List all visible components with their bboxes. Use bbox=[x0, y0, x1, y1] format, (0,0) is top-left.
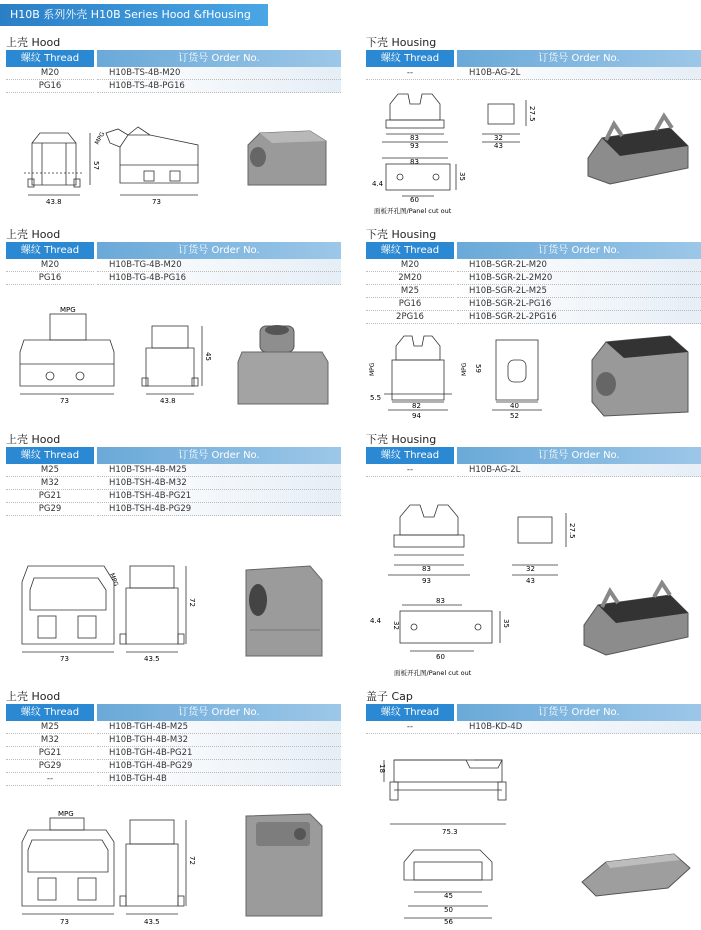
hood4-photo bbox=[246, 814, 322, 916]
thread-cell: M32 bbox=[6, 477, 94, 490]
hood1-dim-length: 73 bbox=[152, 198, 161, 206]
housing2-dim-5-5: 5.5 bbox=[370, 394, 382, 402]
hood4-dim-43-5: 43.5 bbox=[144, 918, 160, 926]
hood4-dim-72: 72 bbox=[188, 856, 196, 865]
cap-drawing bbox=[370, 750, 700, 928]
order-header: 订货号 Order No. bbox=[457, 242, 701, 259]
table-row bbox=[6, 773, 341, 786]
table-row bbox=[6, 490, 341, 503]
table-row bbox=[6, 721, 341, 734]
housing3-dim-27-5: 27.5 bbox=[568, 523, 576, 539]
housing1-cut-dim-83: 83 bbox=[410, 158, 419, 166]
order-header: 订货号 Order No. bbox=[97, 447, 341, 464]
housing1-cut-dim-35: 35 bbox=[458, 172, 466, 181]
table-header bbox=[6, 447, 341, 464]
housing3-dim-93: 93 bbox=[422, 577, 431, 585]
table-header bbox=[6, 242, 341, 259]
section-title: 下壳 Housing bbox=[366, 433, 437, 446]
thread-cell: PG16 bbox=[366, 298, 454, 311]
order-cell: H10B-TGH-4B-M25 bbox=[97, 721, 341, 734]
table-row bbox=[6, 80, 341, 93]
order-cell: H10B-TGH-4B bbox=[97, 773, 341, 786]
thread-cell: PG21 bbox=[6, 490, 94, 503]
housing2-mpg-right: MPG bbox=[461, 362, 468, 376]
thread-cell: -- bbox=[6, 773, 94, 786]
thread-header: 螺纹 Thread bbox=[6, 242, 94, 259]
table-row bbox=[366, 67, 701, 80]
hood4-section bbox=[6, 690, 341, 786]
table-row bbox=[6, 760, 341, 773]
cap-dim-50: 50 bbox=[444, 906, 453, 914]
thread-cell: PG16 bbox=[6, 272, 94, 285]
housing2-dim-82: 82 bbox=[412, 402, 421, 410]
order-header: 订货号 Order No. bbox=[457, 704, 701, 721]
housing2-drawing bbox=[370, 330, 700, 420]
thread-cell: M25 bbox=[6, 464, 94, 477]
table-header bbox=[366, 242, 701, 259]
table-header bbox=[366, 447, 701, 464]
cap-dim-45: 45 bbox=[444, 892, 453, 900]
hood2-mpg-label: MPG bbox=[60, 306, 76, 314]
housing3-cut-dim-4-4: 4.4 bbox=[370, 617, 382, 625]
table-row bbox=[6, 503, 341, 516]
housing1-dim-93: 93 bbox=[410, 142, 419, 150]
hood3-photo bbox=[246, 566, 322, 656]
housing3-cut-dim-32: 32 bbox=[392, 621, 400, 630]
housing2-section bbox=[366, 228, 701, 324]
hood1-mpg-label: MPG bbox=[93, 130, 107, 146]
hood2-section bbox=[6, 228, 341, 285]
table-row bbox=[6, 464, 341, 477]
housing1-dim-27-5: 27.5 bbox=[528, 106, 536, 122]
thread-cell: PG29 bbox=[6, 503, 94, 516]
order-header: 订货号 Order No. bbox=[97, 242, 341, 259]
cap-dim-56: 56 bbox=[444, 918, 453, 926]
housing2-photo bbox=[592, 336, 688, 416]
cap-section bbox=[366, 690, 701, 734]
order-cell: H10B-SGR-2L-M25 bbox=[457, 285, 701, 298]
housing1-dim-83: 83 bbox=[410, 134, 419, 142]
order-header: 订货号 Order No. bbox=[97, 50, 341, 67]
housing2-dim-52: 52 bbox=[510, 412, 519, 420]
housing3-cut-caption: 面板开孔图/Panel cut out bbox=[394, 669, 472, 677]
table-row bbox=[366, 721, 701, 734]
hood3-drawing bbox=[10, 560, 350, 670]
housing2-dim-40: 40 bbox=[510, 402, 519, 410]
section-title: 下壳 Housing bbox=[366, 36, 437, 49]
thread-header: 螺纹 Thread bbox=[366, 242, 454, 259]
order-cell: H10B-SGR-2L-2M20 bbox=[457, 272, 701, 285]
section-title: 上壳 Hood bbox=[6, 36, 61, 49]
housing3-drawing bbox=[370, 495, 700, 680]
table-row bbox=[366, 298, 701, 311]
housing3-dim-32: 32 bbox=[526, 565, 535, 573]
order-header: 订货号 Order No. bbox=[457, 447, 701, 464]
order-cell: H10B-TGH-4B-PG21 bbox=[97, 747, 341, 760]
thread-header: 螺纹 Thread bbox=[366, 447, 454, 464]
table-row bbox=[6, 747, 341, 760]
table-row bbox=[6, 272, 341, 285]
order-cell: H10B-TGH-4B-M32 bbox=[97, 734, 341, 747]
thread-cell: -- bbox=[366, 67, 454, 80]
thread-cell: 2M20 bbox=[366, 272, 454, 285]
hood4-mpg-label: MPG bbox=[58, 810, 74, 818]
order-header: 订货号 Order No. bbox=[457, 50, 701, 67]
table-header bbox=[6, 704, 341, 721]
housing2-mpg-left: MPG bbox=[369, 362, 376, 376]
cap-dim-18: 18 bbox=[378, 764, 386, 773]
order-header: 订货号 Order No. bbox=[97, 704, 341, 721]
order-cell: H10B-TSH-4B-M32 bbox=[97, 477, 341, 490]
table-header bbox=[366, 50, 701, 67]
table-row bbox=[366, 259, 701, 272]
cap-photo bbox=[582, 854, 690, 896]
hood4-drawing bbox=[10, 812, 350, 927]
hood1-dim-width: 43.8 bbox=[46, 198, 62, 206]
housing1-photo bbox=[588, 116, 688, 184]
table-header bbox=[366, 704, 701, 721]
hood1-section bbox=[6, 36, 341, 93]
order-cell: H10B-TG-4B-M20 bbox=[97, 259, 341, 272]
table-row bbox=[366, 285, 701, 298]
hood4-dim-73: 73 bbox=[60, 918, 69, 926]
table-row bbox=[366, 272, 701, 285]
order-cell: H10B-TGH-4B-PG29 bbox=[97, 760, 341, 773]
thread-cell: -- bbox=[366, 464, 454, 477]
hood3-dim-73: 73 bbox=[60, 655, 69, 663]
page-header: H10B 系列外壳 H10B Series Hood &fHousing bbox=[0, 4, 268, 26]
thread-cell: M25 bbox=[6, 721, 94, 734]
thread-cell: PG16 bbox=[6, 80, 94, 93]
order-cell: H10B-AG-2L bbox=[457, 67, 701, 80]
housing1-section bbox=[366, 36, 701, 80]
housing1-cut-dim-4-4: 4.4 bbox=[372, 180, 384, 188]
hood2-dim-73: 73 bbox=[60, 397, 69, 405]
hood1-dim-height: 57 bbox=[92, 161, 100, 170]
order-cell: H10B-TS-4B-M20 bbox=[97, 67, 341, 80]
table-row bbox=[366, 311, 701, 324]
housing3-dim-43: 43 bbox=[526, 577, 535, 585]
order-cell: H10B-SGR-2L-2PG16 bbox=[457, 311, 701, 324]
housing3-cut-dim-83: 83 bbox=[436, 597, 445, 605]
table-row bbox=[6, 477, 341, 490]
housing3-section bbox=[366, 433, 701, 477]
housing1-cut-dim-60: 60 bbox=[410, 196, 419, 204]
order-cell: H10B-SGR-2L-M20 bbox=[457, 259, 701, 272]
hood3-dim-72: 72 bbox=[188, 598, 196, 607]
order-cell: H10B-KD-4D bbox=[457, 721, 701, 734]
thread-cell: PG21 bbox=[6, 747, 94, 760]
hood2-photo bbox=[238, 325, 328, 404]
housing3-photo bbox=[584, 583, 688, 655]
housing3-cut-dim-60: 60 bbox=[436, 653, 445, 661]
table-header bbox=[6, 50, 341, 67]
table-row bbox=[366, 464, 701, 477]
order-cell: H10B-TG-4B-PG16 bbox=[97, 272, 341, 285]
section-title: 盖子 Cap bbox=[366, 690, 413, 703]
hood2-dim-45: 45 bbox=[204, 352, 212, 361]
housing1-dim-43: 43 bbox=[494, 142, 503, 150]
hood2-drawing bbox=[10, 300, 350, 410]
hood1-photo bbox=[248, 131, 326, 185]
thread-cell: -- bbox=[366, 721, 454, 734]
housing1-dim-32: 32 bbox=[494, 134, 503, 142]
section-title: 上壳 Hood bbox=[6, 433, 61, 446]
thread-header: 螺纹 Thread bbox=[366, 50, 454, 67]
housing1-cut-caption: 面板开孔图/Panel cut out bbox=[374, 207, 452, 215]
hood3-dim-43-5: 43.5 bbox=[144, 655, 160, 663]
order-cell: H10B-TS-4B-PG16 bbox=[97, 80, 341, 93]
housing2-dim-59: 59 bbox=[474, 364, 482, 373]
thread-cell: M32 bbox=[6, 734, 94, 747]
section-title: 上壳 Hood bbox=[6, 690, 61, 703]
order-cell: H10B-TSH-4B-PG29 bbox=[97, 503, 341, 516]
thread-header: 螺纹 Thread bbox=[6, 447, 94, 464]
thread-cell: PG29 bbox=[6, 760, 94, 773]
section-title: 上壳 Hood bbox=[6, 228, 61, 241]
thread-cell: M20 bbox=[366, 259, 454, 272]
thread-header: 螺纹 Thread bbox=[366, 704, 454, 721]
thread-cell: M20 bbox=[6, 67, 94, 80]
hood3-mpg-label: MPG bbox=[108, 572, 120, 588]
hood1-drawing bbox=[10, 125, 350, 215]
order-cell: H10B-SGR-2L-PG16 bbox=[457, 298, 701, 311]
table-row bbox=[6, 734, 341, 747]
thread-cell: M20 bbox=[6, 259, 94, 272]
housing2-dim-94: 94 bbox=[412, 412, 421, 420]
order-cell: H10B-TSH-4B-PG21 bbox=[97, 490, 341, 503]
cap-dim-75-3: 75.3 bbox=[442, 828, 458, 836]
order-cell: H10B-TSH-4B-M25 bbox=[97, 464, 341, 477]
thread-header: 螺纹 Thread bbox=[6, 704, 94, 721]
housing1-drawing bbox=[370, 88, 700, 223]
thread-cell: M25 bbox=[366, 285, 454, 298]
thread-cell: 2PG16 bbox=[366, 311, 454, 324]
section-title: 下壳 Housing bbox=[366, 228, 437, 241]
housing3-dim-83: 83 bbox=[422, 565, 431, 573]
hood2-dim-43-8: 43.8 bbox=[160, 397, 176, 405]
table-row bbox=[6, 259, 341, 272]
housing3-cut-dim-35: 35 bbox=[502, 619, 510, 628]
hood3-section bbox=[6, 433, 341, 516]
order-cell: H10B-AG-2L bbox=[457, 464, 701, 477]
thread-header: 螺纹 Thread bbox=[6, 50, 94, 67]
table-row bbox=[6, 67, 341, 80]
